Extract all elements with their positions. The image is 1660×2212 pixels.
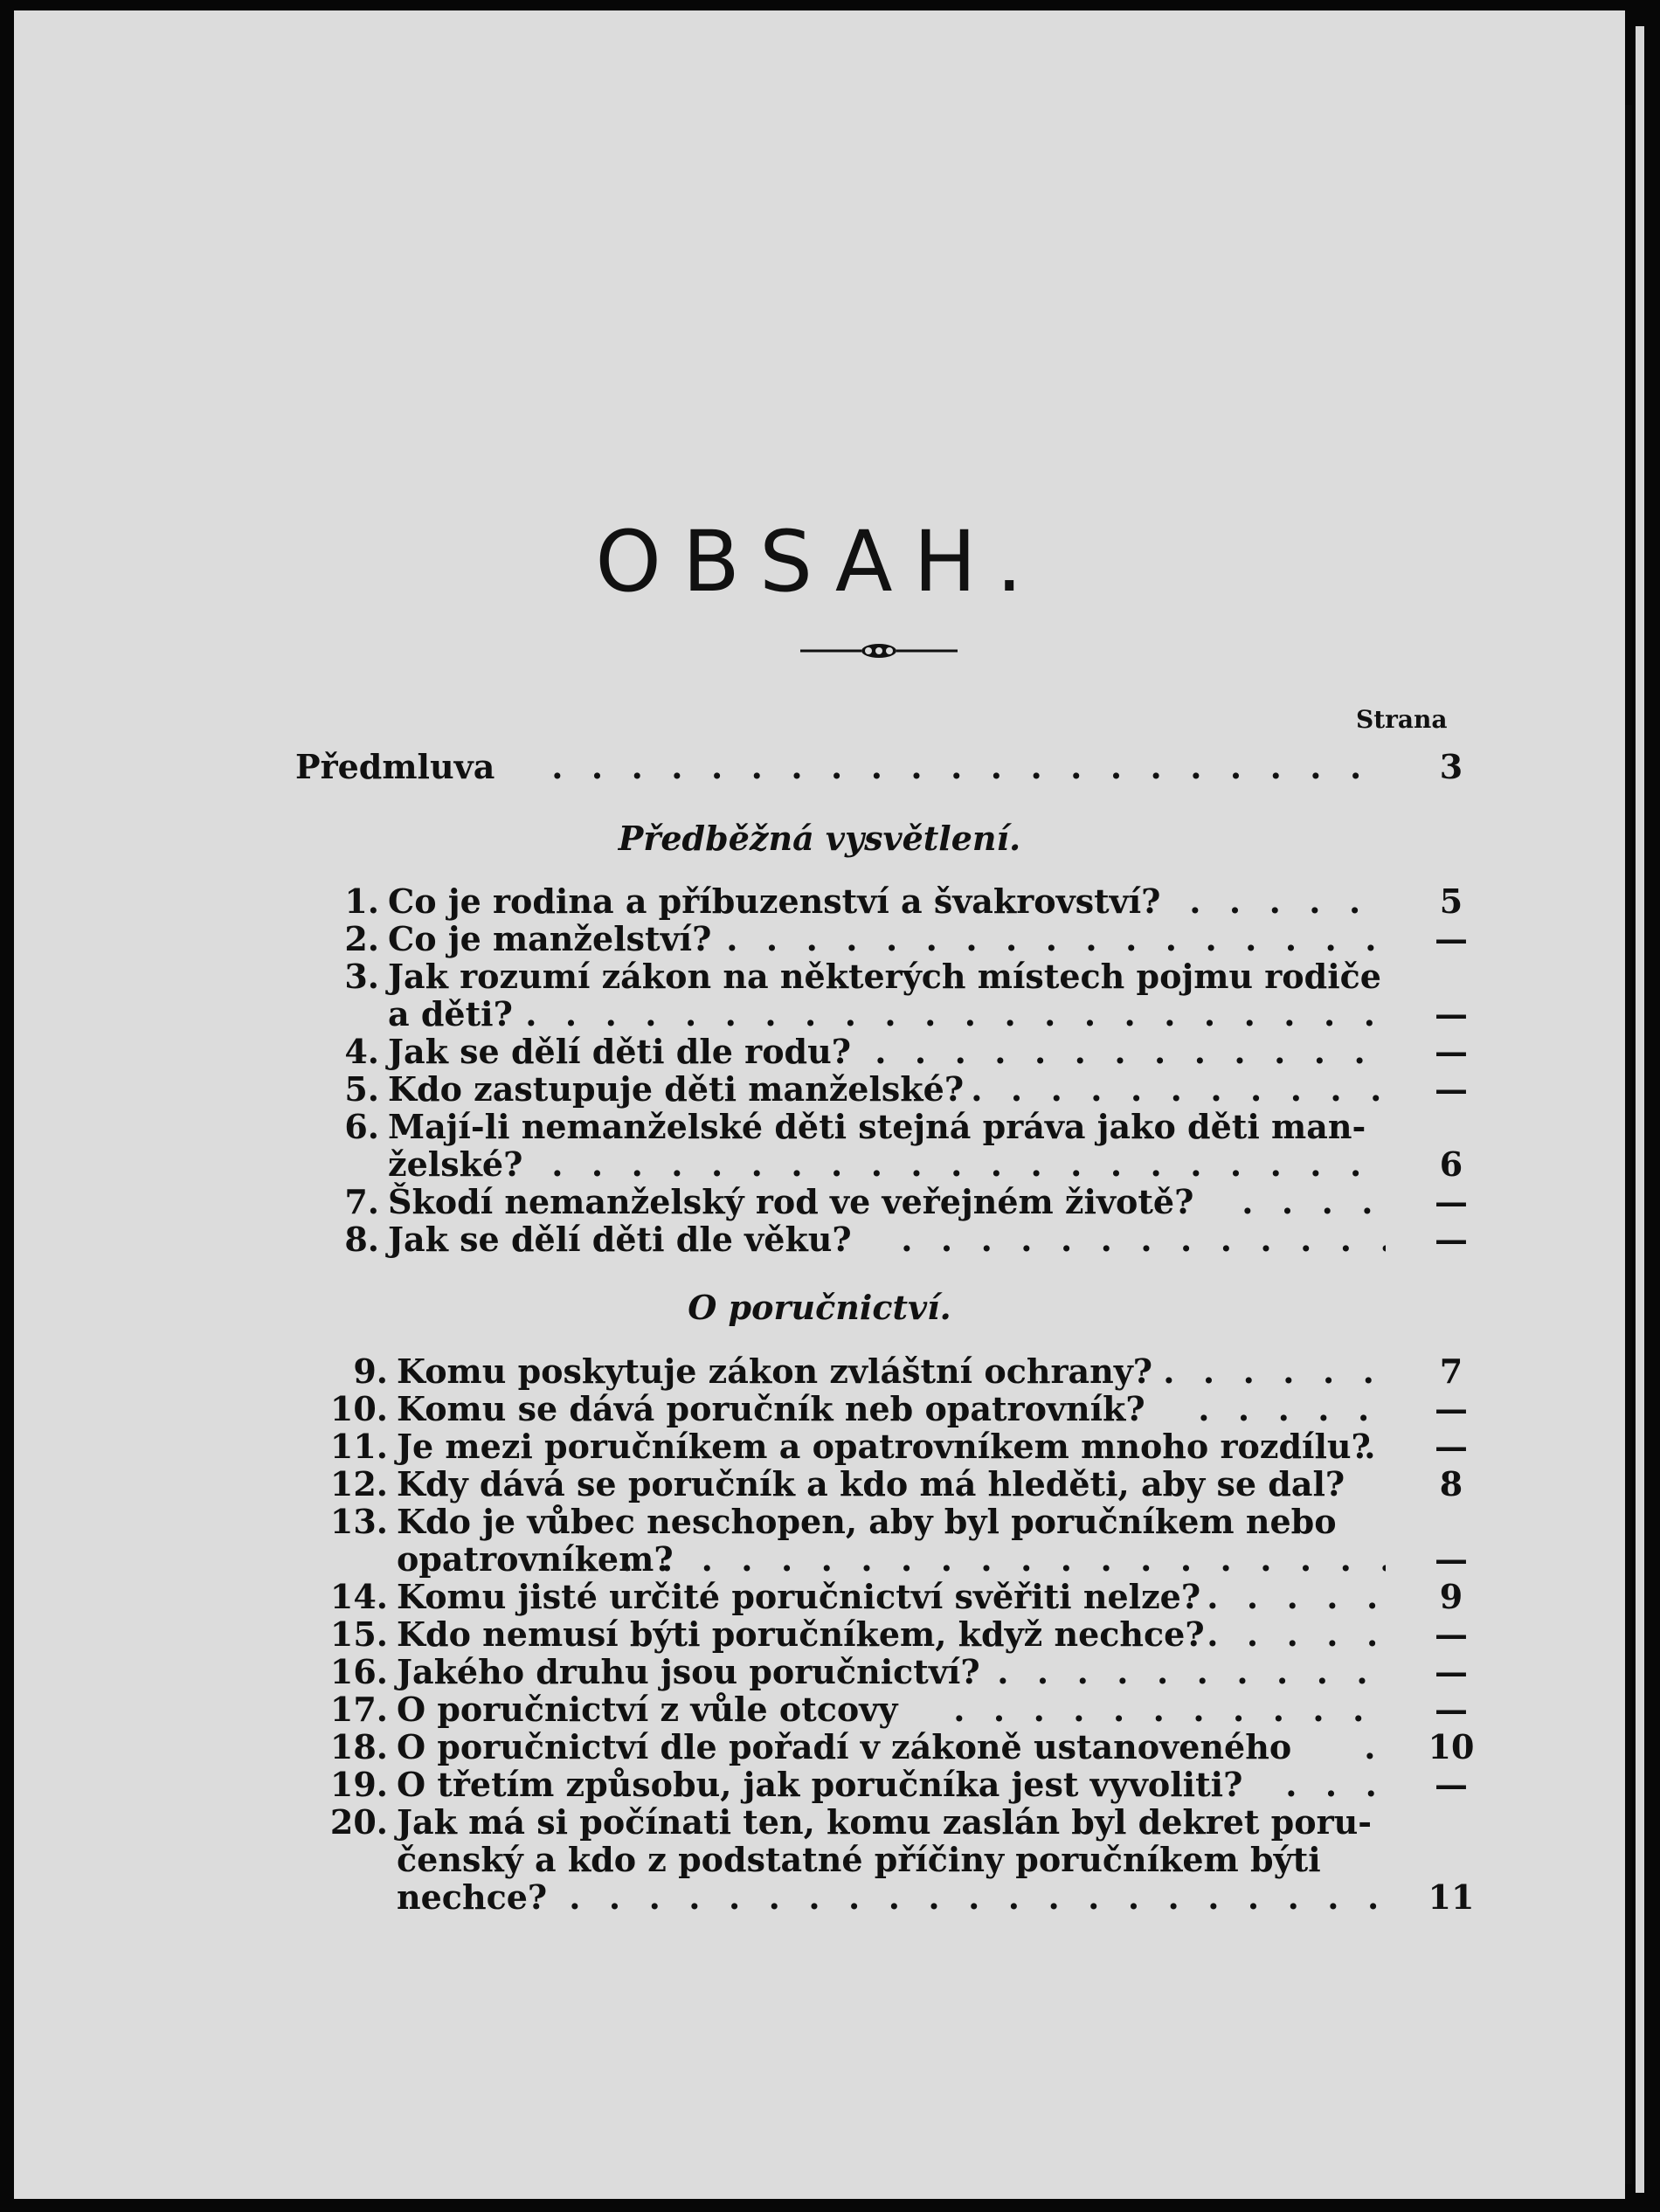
entry-page: 8	[1439, 1464, 1463, 1503]
entry-number: 17.	[329, 1690, 388, 1729]
leader-dots	[958, 1069, 1386, 1111]
adjacent-page-edge	[1636, 26, 1644, 2193]
entry-text: Jak rozumí zákon na některých místech pojmu rodiče	[388, 957, 1381, 996]
entry-text: Jak se dělí děti dle rodu?	[388, 1032, 852, 1071]
entry-page: —	[1435, 994, 1468, 1033]
entry-text-continued: čenský a kdo z podstatné příčiny poručníkem býti	[397, 1840, 1321, 1879]
entry-page: —	[1435, 1069, 1468, 1109]
entry-page: 7	[1439, 1351, 1463, 1391]
entry-number: 16.	[329, 1652, 388, 1691]
preface-page: 3	[1439, 747, 1463, 786]
leader-dots	[512, 994, 1386, 1036]
leader-dots	[1193, 1614, 1386, 1656]
page-edge-shadow	[1625, 105, 1632, 2184]
entry-number: 20.	[329, 1802, 388, 1842]
leader-dots	[1193, 1577, 1386, 1619]
entry-number: 7.	[344, 1182, 379, 1221]
section-heading: O poručnictví.	[688, 1288, 951, 1327]
entry-number: 12.	[329, 1464, 388, 1503]
entry-text-continued: a děti?	[388, 994, 513, 1033]
entry-number: 3.	[344, 957, 379, 996]
entry-page: 10	[1428, 1727, 1475, 1766]
entry-text: O třetím způsobu, jak poručníka jest vyvoliti?	[397, 1765, 1243, 1804]
entry-text: Komu se dává poručník neb opatrovník?	[397, 1389, 1145, 1428]
entry-number: 9.	[353, 1351, 388, 1391]
entry-text-continued: opatrovníkem?	[397, 1539, 674, 1579]
entry-page: 9	[1439, 1577, 1463, 1616]
entry-text: Co je manželství?	[388, 919, 712, 958]
entry-page: —	[1435, 1427, 1468, 1466]
entry-text: Co je rodina a příbuzenství a švakrovství?	[388, 881, 1161, 921]
entry-number: 2.	[344, 919, 379, 958]
entry-number: 8.	[344, 1220, 379, 1259]
entry-text-continued: želské?	[388, 1144, 523, 1184]
leader-dots	[1150, 1351, 1386, 1393]
entry-page: —	[1435, 1614, 1468, 1654]
entry-page: —	[1435, 1389, 1468, 1428]
entry-text: Mají-li nemanželské děti stejná práva jako děti man-	[388, 1107, 1366, 1146]
book-page	[14, 10, 1625, 2199]
entry-text: Komu jisté určité poručnictví svěřiti nelze?	[397, 1577, 1201, 1616]
entry-page: —	[1435, 1220, 1468, 1259]
leader-dots	[888, 1220, 1386, 1262]
leader-dots	[1185, 1389, 1386, 1431]
leader-dots	[713, 919, 1386, 961]
entry-page: —	[1435, 919, 1468, 958]
entry-text: Jak má si počínati ten, komu zaslán byl dekret poru-	[397, 1802, 1373, 1842]
entry-text: Škodí nemanželský rod ve veřejném životě?	[388, 1182, 1194, 1221]
leader-dots	[1228, 1182, 1386, 1224]
entry-page: —	[1435, 1539, 1468, 1579]
entry-text: O poručnictví dle pořadí v zákoně ustanoveného	[397, 1727, 1292, 1766]
leader-dots	[1351, 1727, 1386, 1769]
entry-number: 15.	[329, 1614, 388, 1654]
entry-number: 19.	[329, 1765, 388, 1804]
page-column-label: Strana	[1356, 705, 1448, 734]
entry-text: Kdo nemusí býti poručníkem, když nechce?	[397, 1614, 1205, 1654]
entry-number: 18.	[329, 1727, 388, 1766]
entry-number: 5.	[344, 1069, 379, 1109]
entry-text: Jakého druhu jsou poručnictví?	[397, 1652, 980, 1691]
entry-number: 13.	[329, 1502, 388, 1541]
leader-dots	[1351, 1427, 1386, 1469]
entry-page: —	[1435, 1652, 1468, 1691]
leader-dots	[556, 1877, 1386, 1919]
entry-text: O poručnictví z vůle otcovy	[397, 1690, 898, 1729]
entry-number: 1.	[344, 881, 379, 921]
entry-text: Kdo je vůbec neschopen, aby byl poručníkem nebo	[397, 1502, 1337, 1541]
entry-page: —	[1435, 1690, 1468, 1729]
entry-number: 4.	[344, 1032, 379, 1071]
entry-page: —	[1435, 1032, 1468, 1071]
leader-dots	[984, 1652, 1386, 1694]
page-title: OBSAH.	[595, 513, 1044, 611]
entry-number: 6.	[344, 1107, 379, 1146]
entry-page: —	[1435, 1182, 1468, 1221]
entry-page: —	[1435, 1765, 1468, 1804]
leader-dots	[538, 1144, 1386, 1186]
entry-text: Jak se dělí děti dle věku?	[388, 1220, 852, 1259]
entry-text-continued: nechce?	[397, 1877, 548, 1917]
entry-page: 5	[1439, 881, 1463, 921]
preface-label: Předmluva	[295, 747, 495, 786]
entry-text: Kdy dává se poručník a kdo má hleděti, aby se dal?	[397, 1464, 1345, 1503]
entry-text: Kdo zastupuje děti manželské?	[388, 1069, 965, 1109]
leader-dots	[1176, 881, 1386, 923]
section-heading: Předběžná vysvětlení.	[618, 819, 1021, 858]
entry-number: 10.	[329, 1389, 388, 1428]
leader-dots	[608, 1539, 1386, 1581]
leader-dots	[861, 1032, 1386, 1074]
entry-number: 11.	[329, 1427, 388, 1466]
entry-page: 11	[1428, 1877, 1475, 1917]
entry-text: Komu poskytuje zákon zvláštní ochrany?	[397, 1351, 1153, 1391]
leader-dots	[940, 1690, 1386, 1732]
leader-dots	[538, 747, 1377, 789]
entry-page: 6	[1439, 1144, 1463, 1184]
leader-dots	[1272, 1765, 1386, 1807]
entry-text: Je mezi poručníkem a opatrovníkem mnoho rozdílu?	[397, 1427, 1371, 1466]
entry-number: 14.	[329, 1577, 388, 1616]
ornament-divider	[800, 638, 958, 664]
